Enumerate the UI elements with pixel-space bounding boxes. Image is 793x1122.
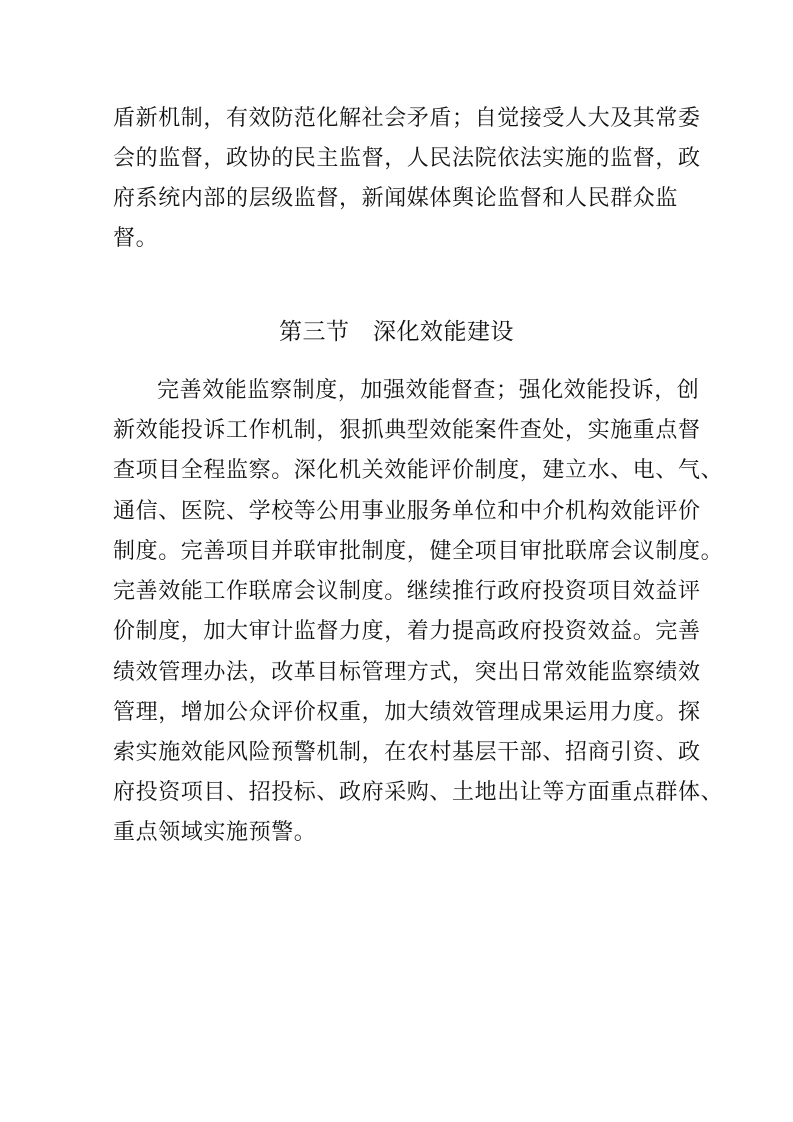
- paragraph-line: 重点领域实施预警。: [113, 820, 317, 845]
- paragraph-line: 府投资项目、招投标、政府采购、土地出让等方面重点群体、: [113, 780, 724, 805]
- section-heading: 第三节 深化效能建设: [279, 319, 514, 345]
- paragraph-line: 府系统内部的层级监督，新闻媒体舆论监督和人民群众监: [113, 186, 679, 211]
- paragraph-line: 管理，增加公众评价权重，加大绩效管理成果运用力度。探: [113, 700, 701, 725]
- paragraph-line: 价制度，加大审计监督力度，着力提高政府投资效益。完善: [113, 619, 701, 644]
- paragraph-line: 制度。完善项目并联审批制度，健全项目审批联席会议制度。: [113, 539, 724, 564]
- paragraph-line: 会的监督，政协的民主监督，人民法院依法实施的监督，政: [113, 146, 701, 171]
- paragraph-line: 通信、医院、学校等公用事业服务单位和中介机构效能评价: [113, 499, 701, 524]
- paragraph-line: 查项目全程监察。深化机关效能评价制度，建立水、电、气、: [113, 458, 724, 483]
- paragraph-line: 督。: [113, 226, 159, 251]
- paragraph-line: 完善效能工作联席会议制度。继续推行政府投资项目效益评: [113, 579, 701, 604]
- paragraph-line: 索实施效能风险预警机制，在农村基层干部、招商引资、政: [113, 740, 701, 765]
- paragraph-line: 新效能投诉工作机制，狠抓典型效能案件查处，实施重点督: [113, 418, 701, 443]
- paragraph-line: 盾新机制，有效防范化解社会矛盾；自觉接受人大及其常委: [113, 106, 701, 131]
- paragraph-line: 完善效能监察制度，加强效能督查；强化效能投诉，创: [157, 378, 700, 403]
- paragraph-line: 绩效管理办法，改革目标管理方式，突出日常效能监察绩效: [113, 660, 701, 685]
